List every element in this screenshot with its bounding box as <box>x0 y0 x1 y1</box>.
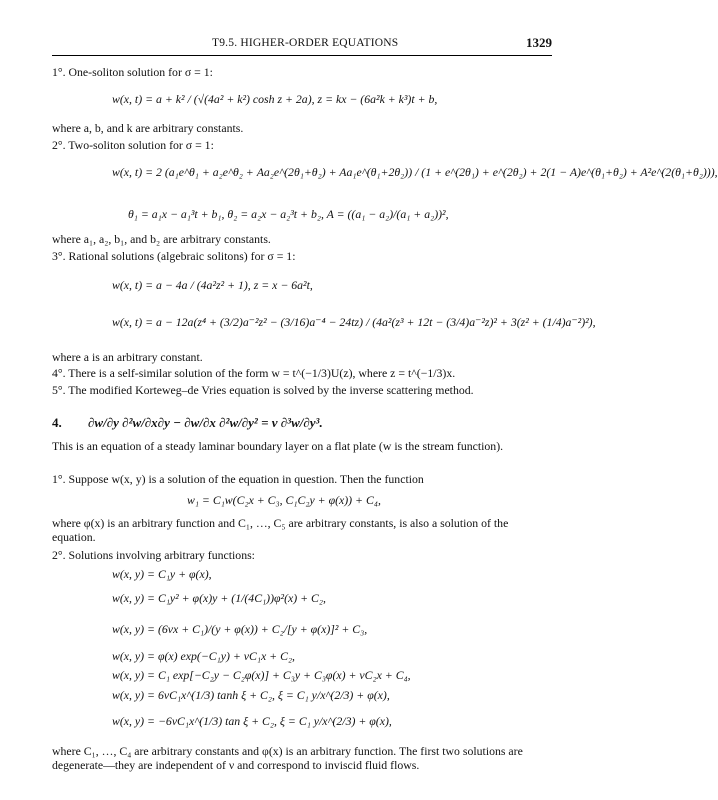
running-title: T9.5. HIGHER-ORDER EQUATIONS <box>212 37 399 49</box>
equation: w(x, y) = (6νx + C₁)/(y + φ(x)) + C₂/[y + φ(x)]² + C₃, <box>112 622 368 636</box>
equation: w(x, y) = C₁ exp[−C₂y − C₂φ(x)] + C₃y + C₃φ(x) + νC₂x + C₄, <box>112 668 411 682</box>
equation-number: 4. <box>52 415 62 430</box>
equation: w(x, t) = a − 12a(z⁴ + (3/2)a⁻²z² − (3/16)a⁻⁴ − 24tz) / (4a²(z³ + 12t − (3/4)a⁻²z)² + 3(z² + (1/4)a⁻²)²), <box>112 315 596 329</box>
equation: w₁ = C₁w(C₂x + C₃, C₁C₂y + φ(x)) + C₄, <box>187 493 381 507</box>
equation: w(x, t) = 2 (a₁e^θ₁ + a₂e^θ₂ + Aa₂e^(2θ₁+θ₂) + Aa₁e^(θ₁+2θ₂)) / (1 + e^(2θ₁) + e^(2θ₂) + 2(1 − A)e^(θ₁+θ₂) + A²e^(2(θ₁+θ₂))), <box>112 165 718 179</box>
equation: w(x, t) = a + k² / (√(4a² + k²) cosh z + 2a), z = kx − (6a²k + k³)t + b, <box>112 92 438 106</box>
paragraph: This is an equation of a steady laminar boundary layer on a flat plate (w is the stream function). <box>52 439 504 453</box>
equation: w(x, y) = C₁y + φ(x), <box>112 567 212 581</box>
equation: w(x, y) = C₁y² + φ(x)y + (1/(4C₁))φ²(x) + C₂, <box>112 591 326 605</box>
text-line: 5°. The modified Korteweg–de Vries equation is solved by the inverse scattering method. <box>52 383 474 397</box>
text-line: 1°. Suppose w(x, y) is a solution of the equation in question. Then the function <box>52 472 424 486</box>
page-number: 1329 <box>526 35 552 50</box>
text-line: 4°. There is a self-similar solution of the form w = t^(−1/3)U(z), where z = t^(−1/3)x. <box>52 366 456 380</box>
section-equation: ∂w/∂y ∂²w/∂x∂y − ∂w/∂x ∂²w/∂y² = ν ∂³w/∂y³. <box>88 415 323 430</box>
text-line: where a₁, a₂, b₁, and b₂ are arbitrary constants. <box>52 232 271 246</box>
text-line: 1°. One-soliton solution for σ = 1: <box>52 65 213 79</box>
text-line: where a, b, and k are arbitrary constants. <box>52 121 244 135</box>
equation: w(x, y) = −6νC₁x^(1/3) tan ξ + C₂, ξ = C₁ y/x^(2/3) + φ(x), <box>112 714 392 728</box>
equation: w(x, t) = a − 4a / (4a²z² + 1), z = x − 6a²t, <box>112 278 313 292</box>
text-line: where a is an arbitrary constant. <box>52 350 203 364</box>
equation: θ₁ = a₁x − a₁³t + b₁, θ₂ = a₂x − a₂³t + b₂, A = ((a₁ − a₂)/(a₁ + a₂))², <box>128 207 449 221</box>
text-line: 2°. Two-soliton solution for σ = 1: <box>52 138 214 152</box>
paragraph: where φ(x) is an arbitrary function and C₁, …, C₅ are arbitrary constants, is also a solution of the equation. <box>52 516 509 544</box>
header-rule <box>52 55 552 56</box>
equation: w(x, y) = φ(x) exp(−C₁y) + νC₁x + C₂, <box>112 649 295 663</box>
text-line: 3°. Rational solutions (algebraic solitons) for σ = 1: <box>52 249 296 263</box>
equation: w(x, y) = 6νC₁x^(1/3) tanh ξ + C₂, ξ = C₁ y/x^(2/3) + φ(x), <box>112 688 390 702</box>
paragraph: where C₁, …, C₄ are arbitrary constants and φ(x) is an arbitrary function. The first two solutions are degenerate—they are independent of ν and correspond to inviscid fluid flows. <box>52 744 523 772</box>
text-line: 2°. Solutions involving arbitrary functions: <box>52 548 255 562</box>
